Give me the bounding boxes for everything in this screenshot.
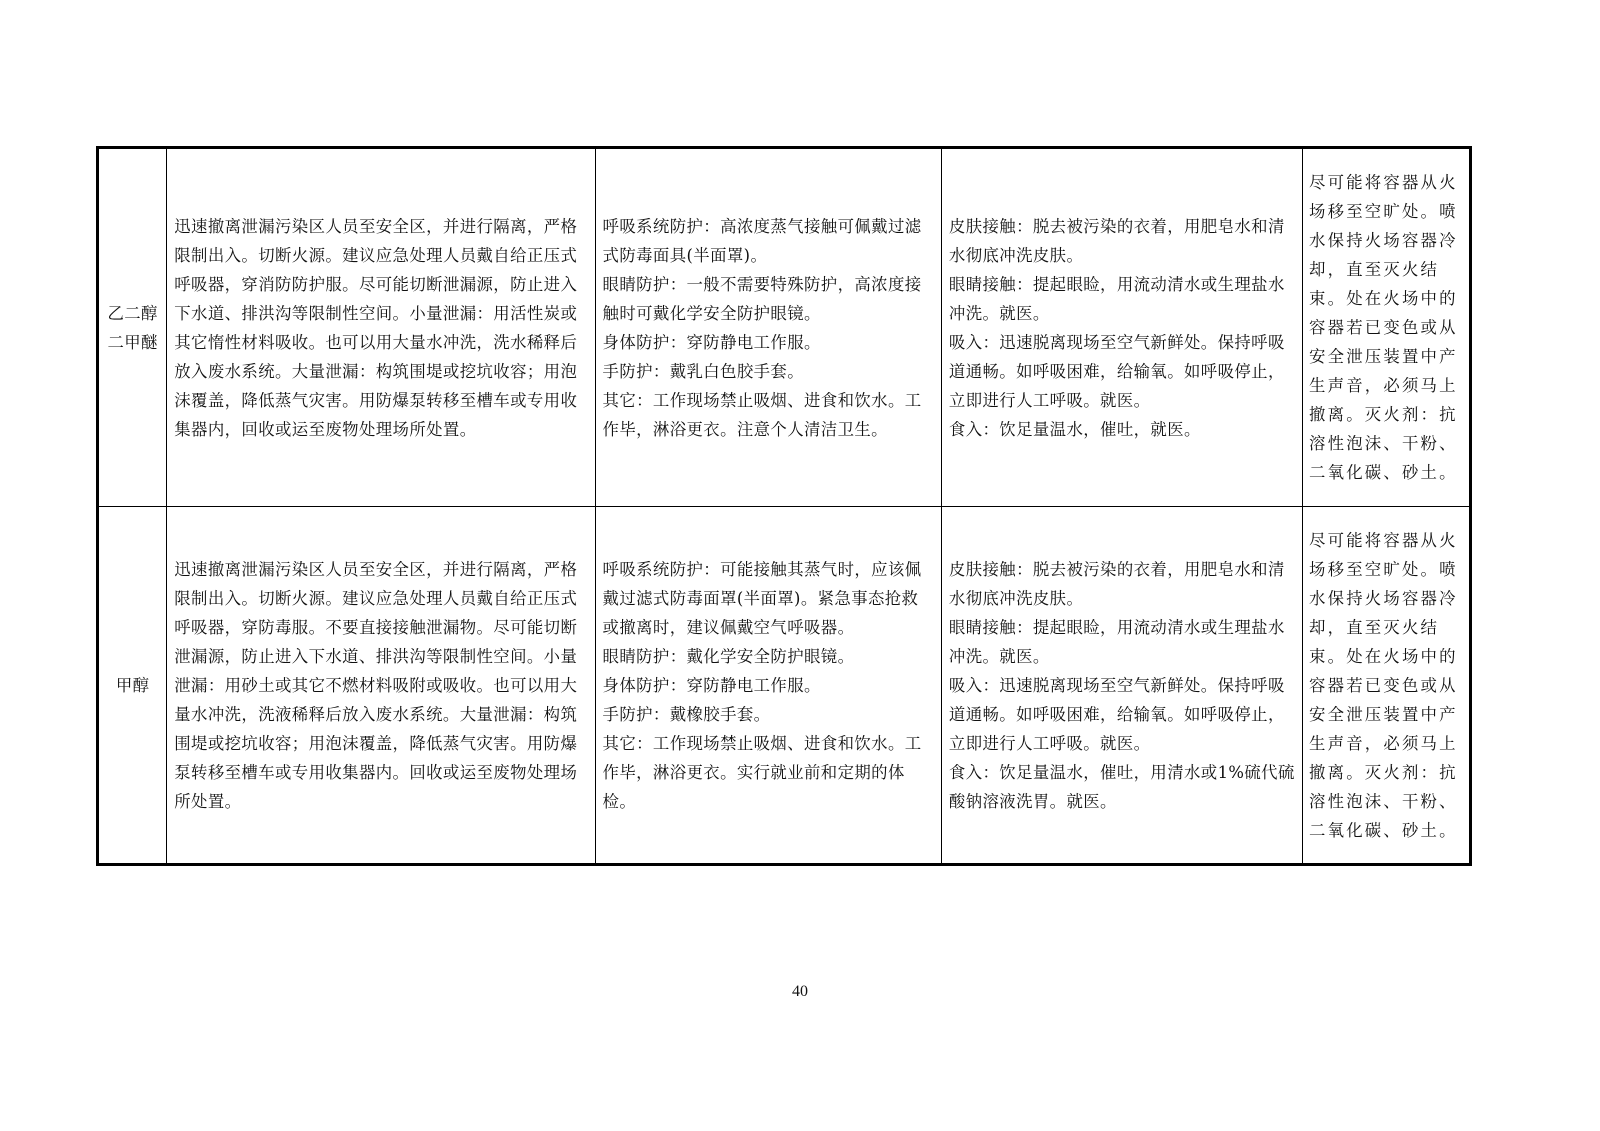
leak-handling-text: 迅速撤离泄漏污染区人员至安全区，并进行隔离，严格限制出入。切断火源。建议应急处理人员戴自给正压式呼吸器，穿防毒服。不要直接接触泄漏物。尽可能切断泄漏源，防止进入下水道、排洪沟等限制性空间。小量泄漏：用砂土或其它不燃材料吸附或吸收。也可以用大量水冲洗，洗液稀释后放入废水系统。大量泄漏：构筑围堤或挖坑收容；用泡沫覆盖，降低蒸气灾害。用防爆泵转移至槽车或专用收集器内。回收或运至废物处理场所处置。 (174, 559, 578, 811)
first-aid-line: 吸入：迅速脱离现场至空气新鲜处。保持呼吸道通畅。如呼吸困难，给输氧。如呼吸停止，立即进行人工呼吸。就医。 (948, 332, 1285, 410)
first-aid-line: 皮肤接触：脱去被污染的衣着，用肥皂水和清水彻底冲洗皮肤。 (948, 216, 1285, 265)
protection-line: 呼吸系统防护：可能接触其蒸气时，应该佩戴过滤式防毒面罩(半面罩)。紧急事态抢救或撤离时，建议佩戴空气呼吸器。 (602, 559, 922, 637)
protection-line: 眼睛防护：戴化学安全防护眼镜。 (602, 646, 855, 666)
protection-cell (595, 507, 941, 865)
protection-line: 呼吸系统防护：高浓度蒸气接触可佩戴过滤式防毒面具(半面罩)。 (602, 216, 922, 265)
first-aid-cell (941, 148, 1302, 507)
table-row (98, 507, 1471, 865)
protection-line: 身体防护：穿防静电工作服。 (602, 332, 821, 352)
page-number: 40 (792, 983, 808, 1000)
protection-line: 其它：工作现场禁止吸烟、进食和饮水。工作毕，淋浴更衣。注意个人清洁卫生。 (602, 390, 922, 439)
first-aid-line: 食入：饮足量温水，催吐，用清水或1%硫代硫酸钠溶液洗胃。就医。 (948, 762, 1295, 811)
chemical-name-cell: 甲醇 (98, 507, 167, 865)
fire-fighting-cell: 尽可能将容器从火场移至空旷处。喷水保持火场容器冷却，直至灭火结束。处在火场中的容器若已变色或从安全泄压装置中产生声音，必须马上撤离。灭火剂：抗溶性泡沫、干粉、二氧化碳、砂土。 (1303, 507, 1471, 865)
first-aid-cell (941, 507, 1302, 865)
first-aid-line: 吸入：迅速脱离现场至空气新鲜处。保持呼吸道通畅。如呼吸困难，给输氧。如呼吸停止，立即进行人工呼吸。就医。 (948, 675, 1285, 753)
fire-fighting-cell: 尽可能将容器从火场移至空旷处。喷水保持火场容器冷却，直至灭火结束。处在火场中的容器若已变色或从安全泄压装置中产生声音，必须马上撤离。灭火剂：抗溶性泡沫、干粉、二氧化碳、砂土。 (1303, 148, 1471, 507)
chemical-name-cell: 乙二醇二甲醚 (98, 148, 167, 507)
first-aid-line: 眼睛接触：提起眼睑，用流动清水或生理盐水冲洗。就医。 (948, 617, 1285, 666)
first-aid-line: 食入：饮足量温水，催吐，就医。 (948, 419, 1201, 439)
leak-handling-text: 迅速撤离泄漏污染区人员至安全区，并进行隔离，严格限制出入。切断火源。建议应急处理人员戴自给正压式呼吸器，穿消防防护服。尽可能切断泄漏源，防止进入下水道、排洪沟等限制性空间。小量泄漏：用活性炭或其它惰性材料吸收。也可以用大量水冲洗，洗水稀释后放入废水系统。大量泄漏：构筑围堤或挖坑收容；用泡沫覆盖，降低蒸气灾害。用防爆泵转移至槽车或专用收集器内，回收或运至废物处理场所处置。 (174, 216, 578, 439)
first-aid-line: 皮肤接触：脱去被污染的衣着，用肥皂水和清水彻底冲洗皮肤。 (948, 559, 1285, 608)
protection-line: 眼睛防护：一般不需要特殊防护，高浓度接触时可戴化学安全防护眼镜。 (602, 274, 922, 323)
protection-line: 其它：工作现场禁止吸烟、进食和饮水。工作毕，淋浴更衣。实行就业前和定期的体检。 (602, 733, 922, 811)
protection-cell (595, 148, 941, 507)
leak-handling-cell (167, 148, 595, 507)
leak-handling-cell (167, 507, 595, 865)
chemical-emergency-table (96, 146, 1472, 866)
protection-line: 手防护：戴橡胶手套。 (602, 704, 771, 724)
protection-line: 手防护：戴乳白色胶手套。 (602, 361, 805, 381)
first-aid-line: 眼睛接触：提起眼睑，用流动清水或生理盐水冲洗。就医。 (948, 274, 1285, 323)
table-row (98, 148, 1471, 507)
protection-line: 身体防护：穿防静电工作服。 (602, 675, 821, 695)
